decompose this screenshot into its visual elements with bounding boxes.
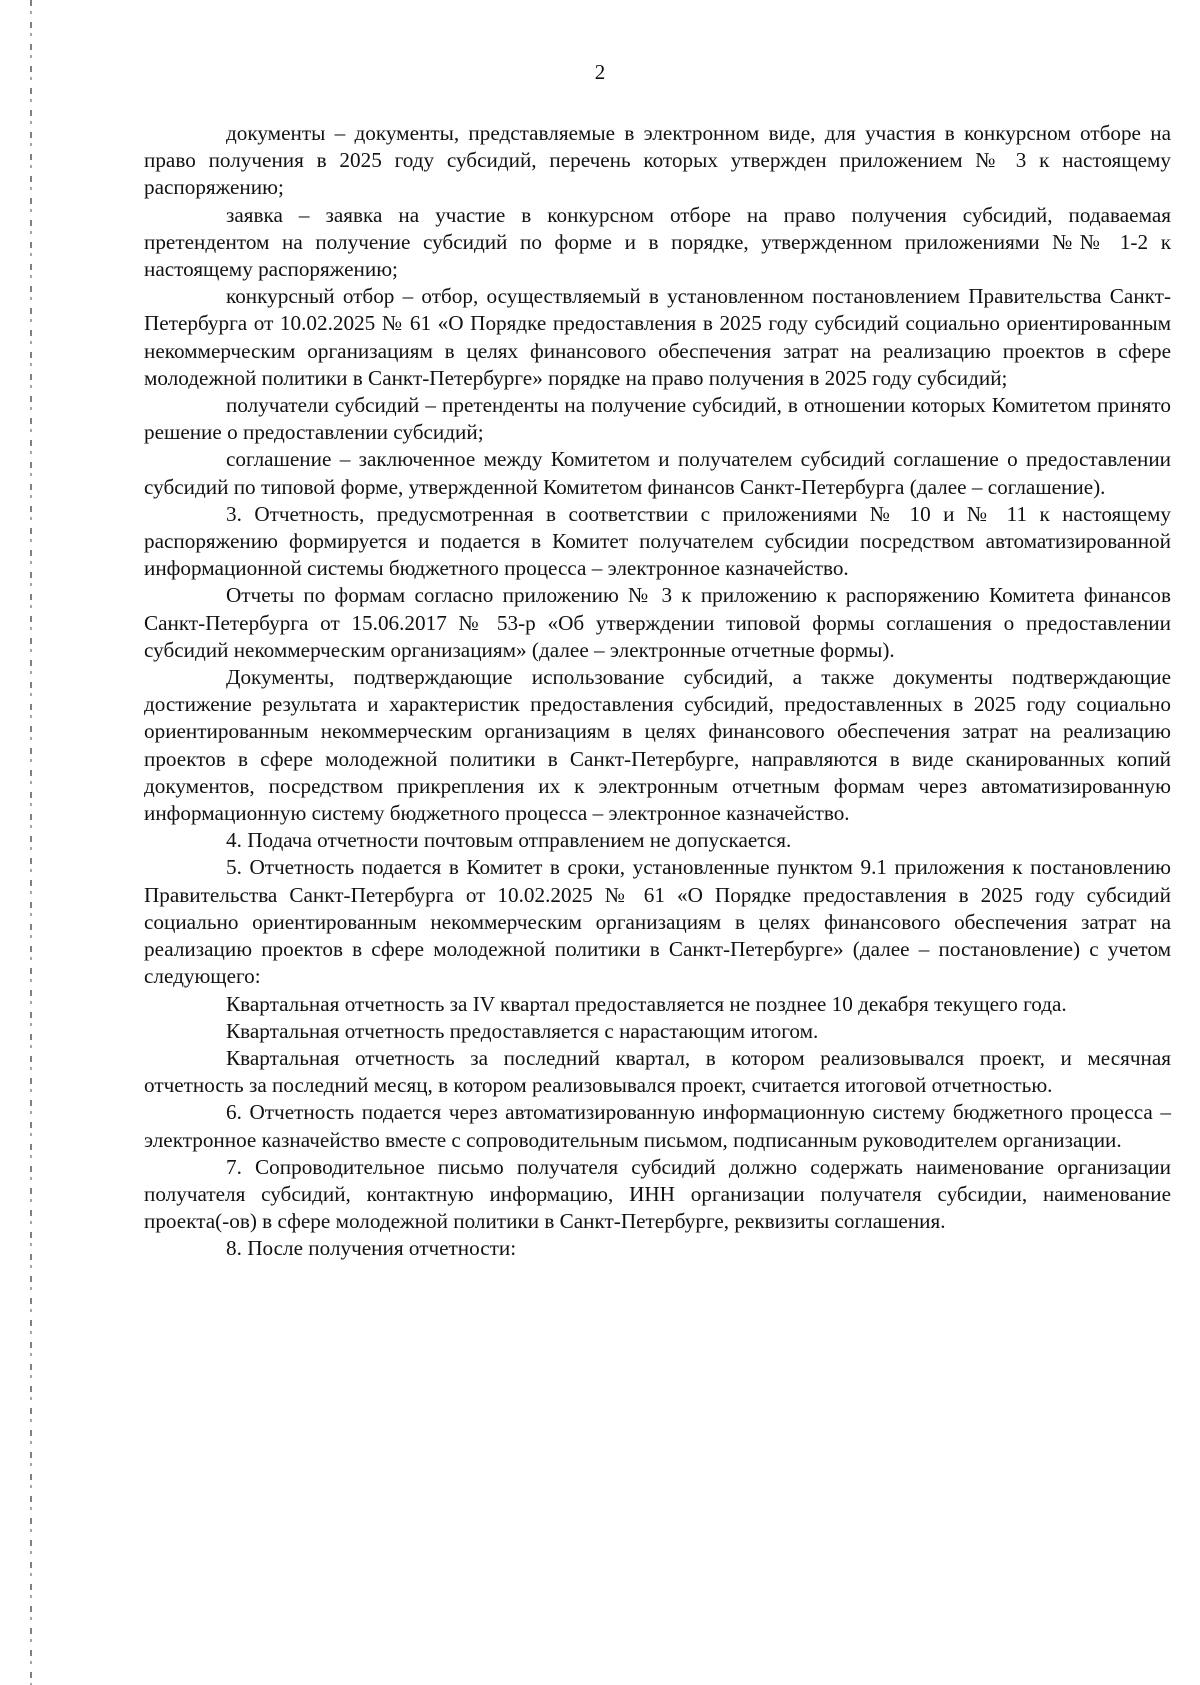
paragraph-item-3: 3. Отчетность, предусмотренная в соответствии с приложениями № 10 и № 11 к настоящему распоряжению формируется и подается в Комитет получателем субсидии посредством автоматизированной информационной системы бюджетного процесса – электронное казначейство. [144,501,1171,581]
paragraph-item-7: 7. Сопроводительное письмо получателя субсидий должно содержать наименование организации получателя субсидий, контактную информацию, ИНН организации получателя субсидии, наименование проекта(-ов) в сфере молодежной политики в Санкт-Петербурге, реквизиты соглашения. [144,1154,1171,1234]
paragraph-agreement-definition: соглашение – заключенное между Комитетом и получателем субсидий соглашение о предоставлении субсидий по типовой форме, утвержденной Комитетом финансов Санкт-Петербурга (далее – соглашение). [144,447,1171,499]
paragraph-competitive-selection-definition: конкурсный отбор – отбор, осуществляемый в установленном постановлением Правительства Санкт-Петербурга от 10.02.2025 № 61 «О Порядке предоставления в 2025 году субсидий социально ориентированным некоммерческим организациям в целях финансового обеспечения затрат на реализацию проектов в сфере молодежной политики в Санкт-Петербурге» порядке на право получения в 2025 году субсидий; [144,284,1171,390]
document-body [144,120,1171,1263]
paragraph-report-forms: Отчеты по формам согласно приложению № 3 к приложению к распоряжению Комитета финансов Санкт-Петербурга от 15.06.2017 № 53-р «Об утверждении типовой формы соглашения о предоставлении субсидий некоммерческим организациям» (далее – электронные отчетные формы). [144,583,1171,662]
paragraph-recipients-definition: получатели субсидий – претенденты на получение субсидий, в отношении которых Комитетом принято решение о предоставлении субсидий; [144,393,1171,445]
paragraph-supporting-documents: Документы, подтверждающие использование субсидий, а также документы подтверждающие достижение результата и характеристик предоставления субсидий, предоставленных в 2025 году социально ориентированным некоммерческим организациям в целях финансового обеспечения затрат на реализацию проектов в сфере молодежной политики в Санкт-Петербурге, направляются в виде сканированных копий документов, посредством прикрепления их к электронным отчетным формам через автоматизированную информационную систему бюджетного процесса – электронное казначейство. [144,665,1171,826]
paragraph-item-4: 4. Подача отчетности почтовым отправлением не допускается. [226,828,792,853]
paragraph-item-8: 8. После получения отчетности: [226,1236,517,1261]
page-number: 2 [594,60,606,84]
paragraph-documents-definition: документы – документы, представляемые в электронном виде, для участия в конкурсном отборе на право получения в 2025 году субсидий, перечень которых утвержден приложением № 3 к настоящему распоряжению; [144,121,1171,200]
paragraph-application-definition: заявка – заявка на участие в конкурсном отборе на право получения субсидий, подаваемая претендентом на получение субсидий по форме и в порядке, утвержденном приложениями №№ 1-2 к настоящему распоряжению; [144,202,1171,282]
paragraph-cumulative-reporting: Квартальная отчетность предоставляется с нарастающим итогом. [226,1018,819,1043]
paragraph-q4-reporting: Квартальная отчетность за IV квартал предоставляется не позднее 10 декабря текущего года. [226,991,1067,1016]
paragraph-item-5: 5. Отчетность подается в Комитет в сроки, установленные пунктом 9.1 приложения к постановлению Правительства Санкт-Петербурга от 10.02.2025 № 61 «О Порядке предоставления в 2025 году субсидий социально ориентированным некоммерческим организациям в целях финансового обеспечения затрат на реализацию проектов в сфере молодежной политики в Санкт-Петербурге» (далее – постановление) с учетом следующего: [144,855,1171,989]
paragraph-final-reporting: Квартальная отчетность за последний квартал, в котором реализовывался проект, и месячная отчетность за последний месяц, в котором реализовывался проект, считается итоговой отчетностью. [144,1045,1171,1098]
paragraph-item-6: 6. Отчетность подается через автоматизированную информационную систему бюджетного процесса – электронное казначейство вместе с сопроводительным письмом, подписанным руководителем организации. [144,1100,1171,1152]
scan-edge [30,0,32,1685]
